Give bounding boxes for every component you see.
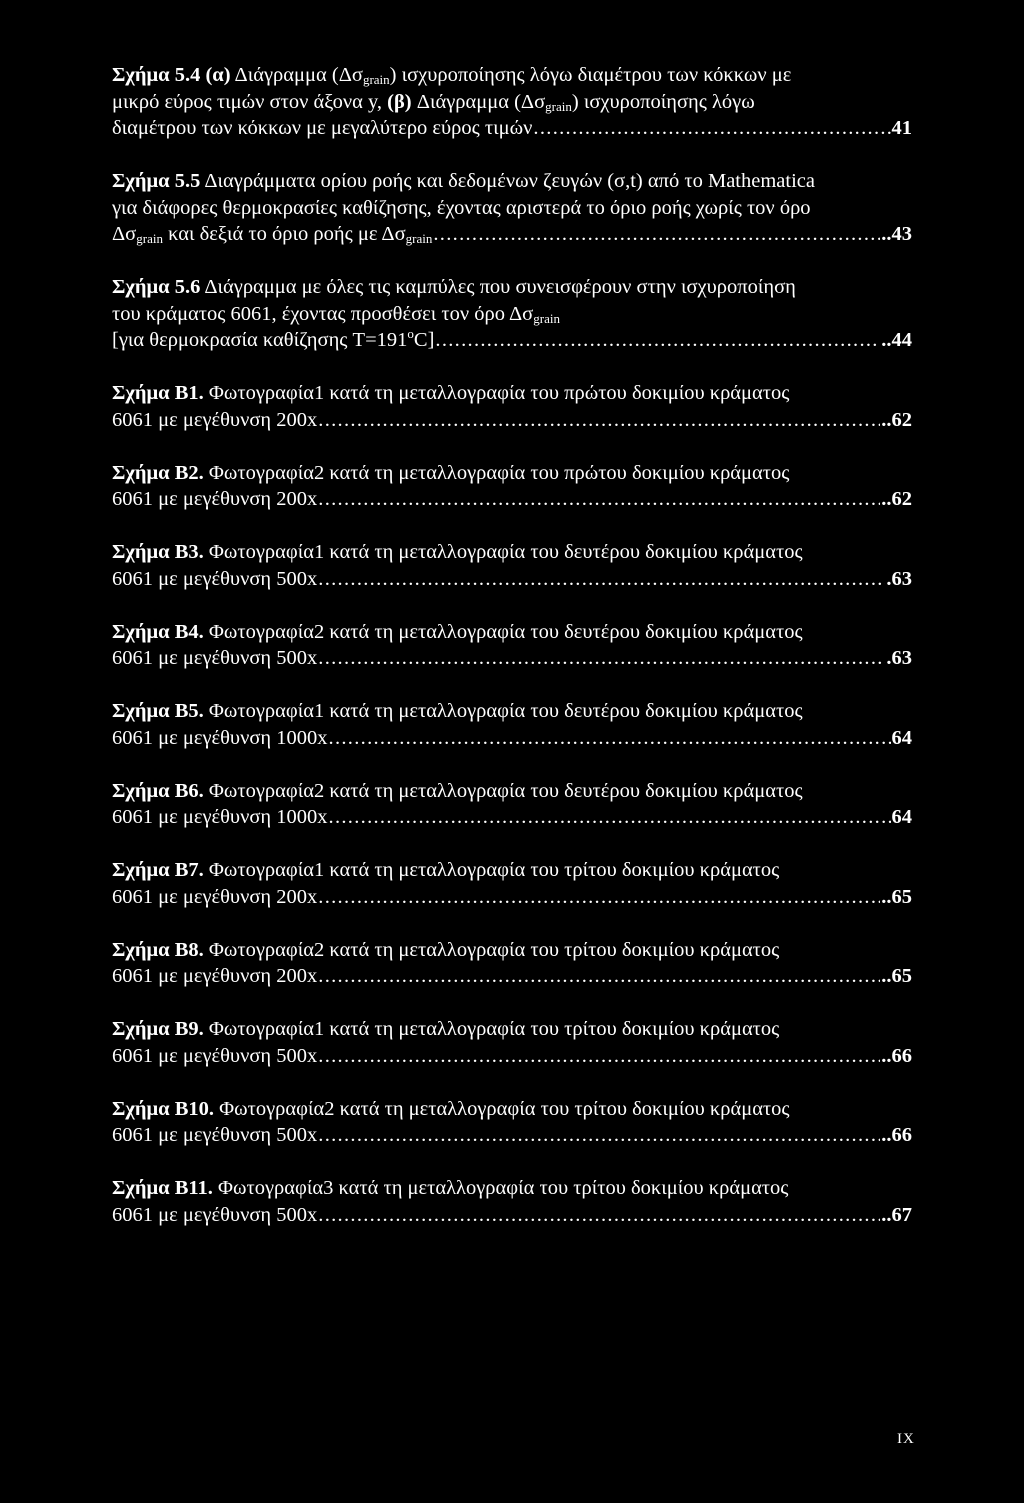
figure-entry[interactable] bbox=[112, 1175, 912, 1228]
dot-leader bbox=[318, 407, 880, 434]
figure-entry[interactable] bbox=[112, 460, 912, 513]
entry-line: Σχήμα B5. Φωτογραφία1 κατά τη μεταλλογραφία του δευτέρου δοκιμίου κράματος bbox=[112, 700, 803, 722]
entry-line: του κράματος 6061, έχοντας προσθέσει τον όρο $\Delta\sigma_{grain}$ bbox=[112, 302, 560, 326]
page-ref: ..67 bbox=[881, 1203, 912, 1226]
figure-entry[interactable] bbox=[112, 62, 912, 142]
page-ref: ..66 bbox=[881, 1124, 912, 1146]
page-number: IX bbox=[897, 1431, 915, 1447]
figure-entry[interactable] bbox=[112, 619, 912, 672]
entry-last-line bbox=[112, 1202, 912, 1229]
entry-text: 6061 με μεγέθυνση 200x bbox=[112, 408, 318, 431]
subscript: grain bbox=[136, 231, 163, 246]
page-ref: ..65 bbox=[881, 885, 912, 908]
entry-text: 6061 με μεγέθυνση 500x bbox=[112, 1124, 318, 1146]
figure-label: Σχήμα B1. bbox=[112, 382, 204, 404]
entry-last-line bbox=[112, 327, 912, 354]
figure-entry[interactable] bbox=[112, 698, 912, 751]
figure-label: Σχήμα B2. bbox=[112, 461, 204, 484]
entry-text: [για θερμοκρασία καθίζησης $T=191^oC$] bbox=[112, 326, 435, 351]
figure-label: Σχήμα B8. bbox=[112, 938, 204, 961]
page-ref: 41 bbox=[891, 117, 912, 139]
entry-line: Σχήμα 5.5 Διαγράμματα ορίου ροής και δεδομένων ζευγών (σ,t) από το Mathematica bbox=[112, 170, 815, 192]
subscript: grain bbox=[362, 72, 390, 87]
superscript: o bbox=[407, 326, 414, 342]
dot-leader bbox=[318, 963, 880, 990]
figure-entry[interactable] bbox=[112, 168, 912, 248]
figure-entry[interactable] bbox=[112, 274, 912, 354]
dot-leader bbox=[435, 327, 880, 354]
page-ref: .63 bbox=[886, 567, 912, 590]
entry-line: Σχήμα 5.6 Διάγραμμα με όλες τις καμπύλες που συνεισφέρουν στην ισχυροποίηση bbox=[112, 276, 796, 298]
entry-line: για διάφορες θερμοκρασίες καθίζησης, έχοντας αριστερά το όριο ροής χωρίς τον όρο bbox=[112, 196, 811, 219]
page-ref: ..62 bbox=[881, 408, 912, 431]
entry-last-line bbox=[112, 566, 912, 593]
page-ref: 64 bbox=[891, 806, 912, 828]
entry-last-line bbox=[112, 725, 912, 752]
subscript: grain bbox=[405, 231, 433, 246]
entry-text: 6061 με μεγέθυνση 1000x bbox=[112, 806, 328, 828]
dot-leader bbox=[329, 804, 891, 831]
entry-text: διαμέτρου των κόκκων με μεγαλύτερο εύρος τιμών bbox=[112, 117, 533, 139]
entry-text: 6061 με μεγέθυνση 200x bbox=[112, 885, 318, 908]
figure-entry[interactable] bbox=[112, 937, 912, 990]
dot-leader bbox=[433, 221, 880, 248]
page-ref: ..62 bbox=[881, 488, 912, 510]
list-of-figures bbox=[112, 62, 912, 1255]
dot-leader bbox=[533, 115, 890, 142]
figure-label: Σχήμα B11. bbox=[112, 1177, 213, 1199]
entry-last-line bbox=[112, 486, 912, 513]
page-ref: ..44 bbox=[881, 329, 912, 351]
dot-leader bbox=[318, 884, 880, 911]
entry-line: Σχήμα B6. Φωτογραφία2 κατά τη μεταλλογραφία του δευτέρου δοκιμίου κράματος bbox=[112, 779, 803, 802]
figure-entry[interactable] bbox=[112, 1016, 912, 1069]
figure-entry[interactable] bbox=[112, 539, 912, 592]
entry-text: 6061 με μεγέθυνση 500x bbox=[112, 1044, 318, 1067]
page-ref: ..66 bbox=[881, 1044, 912, 1067]
entry-last-line bbox=[112, 1122, 912, 1149]
subscript: grain bbox=[545, 98, 572, 114]
figure-entry[interactable] bbox=[112, 380, 912, 433]
entry-line: Σχήμα B2. Φωτογραφία2 κατά τη μεταλλογραφία του πρώτου δοκιμίου κράματος bbox=[112, 461, 790, 484]
entry-last-line bbox=[112, 221, 912, 248]
entry-line: Σχήμα B4. Φωτογραφία2 κατά τη μεταλλογραφία του δευτέρου δοκιμίου κράματος bbox=[112, 620, 803, 643]
entry-last-line bbox=[112, 804, 912, 831]
figure-label: Σχήμα B9. bbox=[112, 1018, 204, 1040]
dot-leader bbox=[318, 1122, 880, 1149]
dot-leader bbox=[329, 725, 891, 752]
entry-line: Σχήμα B1. Φωτογραφία1 κατά τη μεταλλογραφία του πρώτου δοκιμίου κράματος bbox=[112, 382, 790, 404]
page-ref: .63 bbox=[886, 647, 912, 669]
figure-label: Σχήμα 5.5 bbox=[112, 170, 201, 192]
figure-label: Σχήμα B5. bbox=[112, 700, 204, 722]
figure-entry[interactable] bbox=[112, 857, 912, 910]
page-ref: 64 bbox=[891, 726, 912, 749]
entry-line: Σχήμα B3. Φωτογραφία1 κατά τη μεταλλογραφία του δευτέρου δοκιμίου κράματος bbox=[112, 541, 803, 563]
item-marker: (α) bbox=[205, 64, 231, 86]
dot-leader bbox=[318, 1043, 880, 1070]
entry-line: Σχήμα B10. Φωτογραφία2 κατά τη μεταλλογραφία του τρίτου δοκιμίου κράματος bbox=[112, 1097, 790, 1120]
figure-label: Σχήμα B6. bbox=[112, 779, 204, 802]
subscript: grain bbox=[533, 310, 560, 326]
entry-line: Σχήμα B11. Φωτογραφία3 κατά τη μεταλλογραφία του τρίτου δοκιμίου κράματος bbox=[112, 1177, 789, 1199]
entry-last-line bbox=[112, 407, 912, 434]
entry-last-line bbox=[112, 884, 912, 911]
page-ref: ..65 bbox=[881, 965, 912, 987]
entry-line: μικρό εύρος τιμών στον άξονα y, (β) Διάγραμμα $(\Delta\sigma_{grain})$ ισχυροποίησης λόγω bbox=[112, 90, 755, 114]
item-marker: (β) bbox=[387, 90, 412, 113]
entry-text: 6061 με μεγέθυνση 1000x bbox=[112, 726, 328, 749]
figure-entry[interactable] bbox=[112, 778, 912, 831]
entry-text: 6061 με μεγέθυνση 500x bbox=[112, 647, 318, 669]
entry-text: 6061 με μεγέθυνση 500x bbox=[112, 1203, 318, 1226]
dot-leader bbox=[318, 1202, 880, 1229]
dot-leader bbox=[318, 645, 885, 672]
figure-label: Σχήμα B10. bbox=[112, 1097, 214, 1120]
dot-leader bbox=[318, 566, 885, 593]
entry-line: Σχήμα B9. Φωτογραφία1 κατά τη μεταλλογραφία του τρίτου δοκιμίου κράματος bbox=[112, 1018, 780, 1040]
entry-line: Σχήμα B7. Φωτογραφία1 κατά τη μεταλλογραφία του τρίτου δοκιμίου κράματος bbox=[112, 859, 780, 881]
figure-label: Σχήμα 5.6 bbox=[112, 276, 201, 298]
entry-last-line bbox=[112, 115, 912, 142]
dot-leader bbox=[318, 486, 880, 513]
figure-label: Σχήμα 5.4 bbox=[112, 64, 201, 86]
entry-text: 6061 με μεγέθυνση 200x bbox=[112, 488, 318, 510]
entry-text: 6061 με μεγέθυνση 200x bbox=[112, 965, 318, 987]
entry-text: $\Delta\sigma_{grain}$ και δεξιά το όριο ροής με $\Delta\sigma_{grain}$ bbox=[112, 223, 433, 246]
entry-last-line bbox=[112, 1043, 912, 1070]
entry-line: Σχήμα 5.4 (α) Διάγραμμα $(\Delta\sigma_{grain})$ ισχυροποίησης λόγω διαμέτρου των κόκκων με bbox=[112, 64, 792, 87]
figure-label: Σχήμα B4. bbox=[112, 620, 204, 643]
figure-entry[interactable] bbox=[112, 1096, 912, 1149]
entry-line: Σχήμα B8. Φωτογραφία2 κατά τη μεταλλογραφία του τρίτου δοκιμίου κράματος bbox=[112, 938, 780, 961]
figure-label: Σχήμα B3. bbox=[112, 541, 204, 563]
entry-last-line bbox=[112, 963, 912, 990]
entry-text: 6061 με μεγέθυνση 500x bbox=[112, 567, 318, 590]
entry-last-line bbox=[112, 645, 912, 672]
figure-label: Σχήμα B7. bbox=[112, 859, 204, 881]
page-ref: ..43 bbox=[881, 223, 912, 245]
